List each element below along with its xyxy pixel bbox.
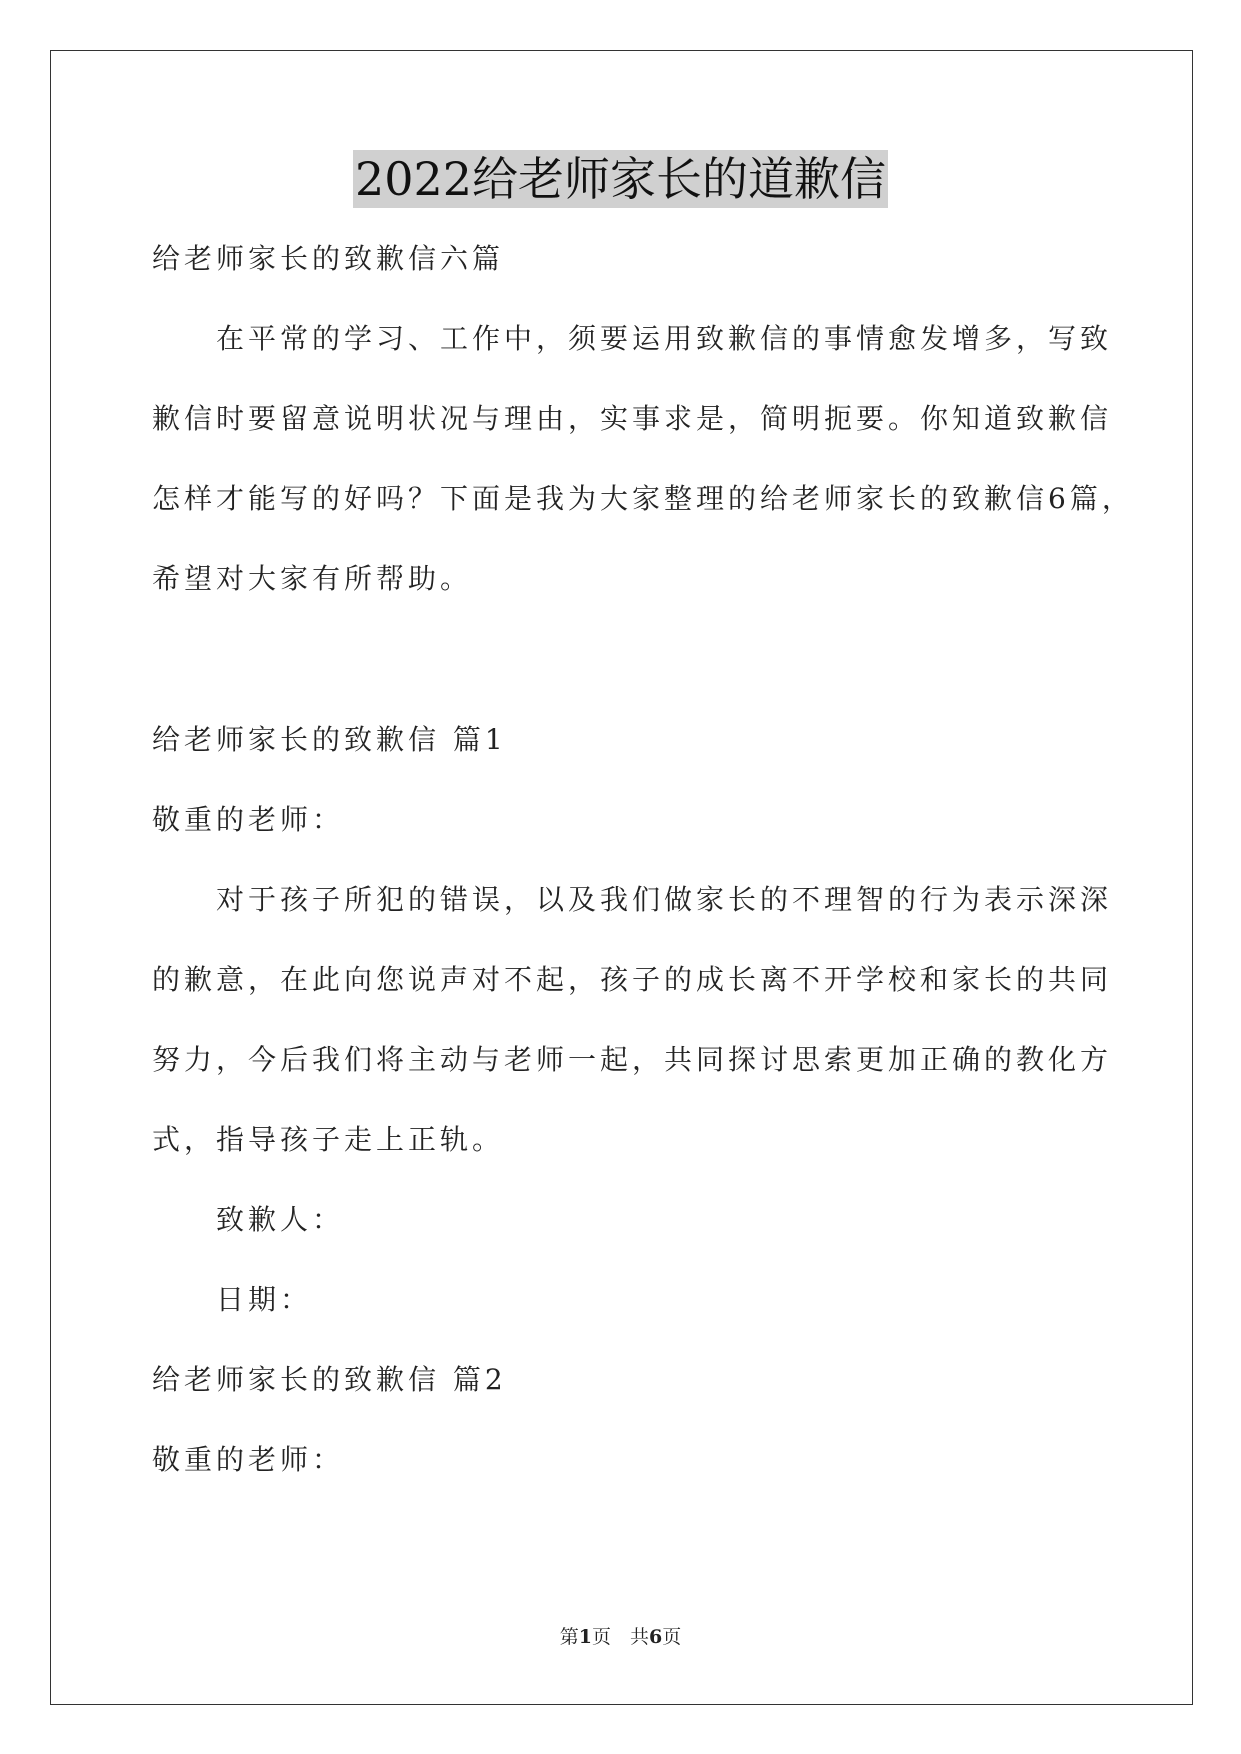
paragraph-line: 努力，今后我们将主动与老师一起，共同探讨思索更加正确的教化方: [152, 1043, 1113, 1076]
salutation: 敬重的老师：: [152, 803, 345, 836]
paragraph-line: 歉信时要留意说明状况与理由，实事求是，简明扼要。你知道致歉信: [152, 402, 1113, 435]
paragraph-line: 的歉意，在此向您说声对不起，孩子的成长离不开学校和家长的共同: [152, 963, 1113, 996]
page-footer: [0, 1622, 1241, 1649]
footer-page-prefix: 第: [559, 1626, 579, 1648]
section-heading: 给老师家长的致歉信 篇1: [152, 723, 507, 756]
paragraph-line: 对于孩子所犯的错误，以及我们做家长的不理智的行为表示深深: [216, 883, 1113, 916]
paragraph-line: 式，指导孩子走上正轨。: [152, 1123, 505, 1156]
footer-page-total: 6: [649, 1626, 663, 1648]
footer-page-mid: 页 共: [591, 1626, 649, 1648]
salutation: 敬重的老师：: [152, 1443, 345, 1476]
date-line: 日期：: [216, 1283, 313, 1316]
document-body: [152, 233, 1134, 1514]
paragraph-line: 在平常的学习、工作中，须要运用致歉信的事情愈发增多，写致: [216, 322, 1113, 355]
section-heading: 给老师家长的致歉信 篇2: [152, 1363, 507, 1396]
subtitle-line: 给老师家长的致歉信六篇: [152, 242, 505, 275]
document-title: 2022给老师家长的道歉信: [354, 152, 887, 206]
footer-page-current: 1: [578, 1626, 592, 1648]
footer-page-suffix: 页: [662, 1626, 682, 1648]
paragraph-line: 希望对大家有所帮助。: [152, 562, 473, 595]
signature-line: 致歉人：: [216, 1203, 345, 1236]
title-container: [0, 150, 1241, 208]
paragraph-line: 怎样才能写的好吗？下面是我为大家整理的给老师家长的致歉信6篇，: [152, 482, 1134, 515]
